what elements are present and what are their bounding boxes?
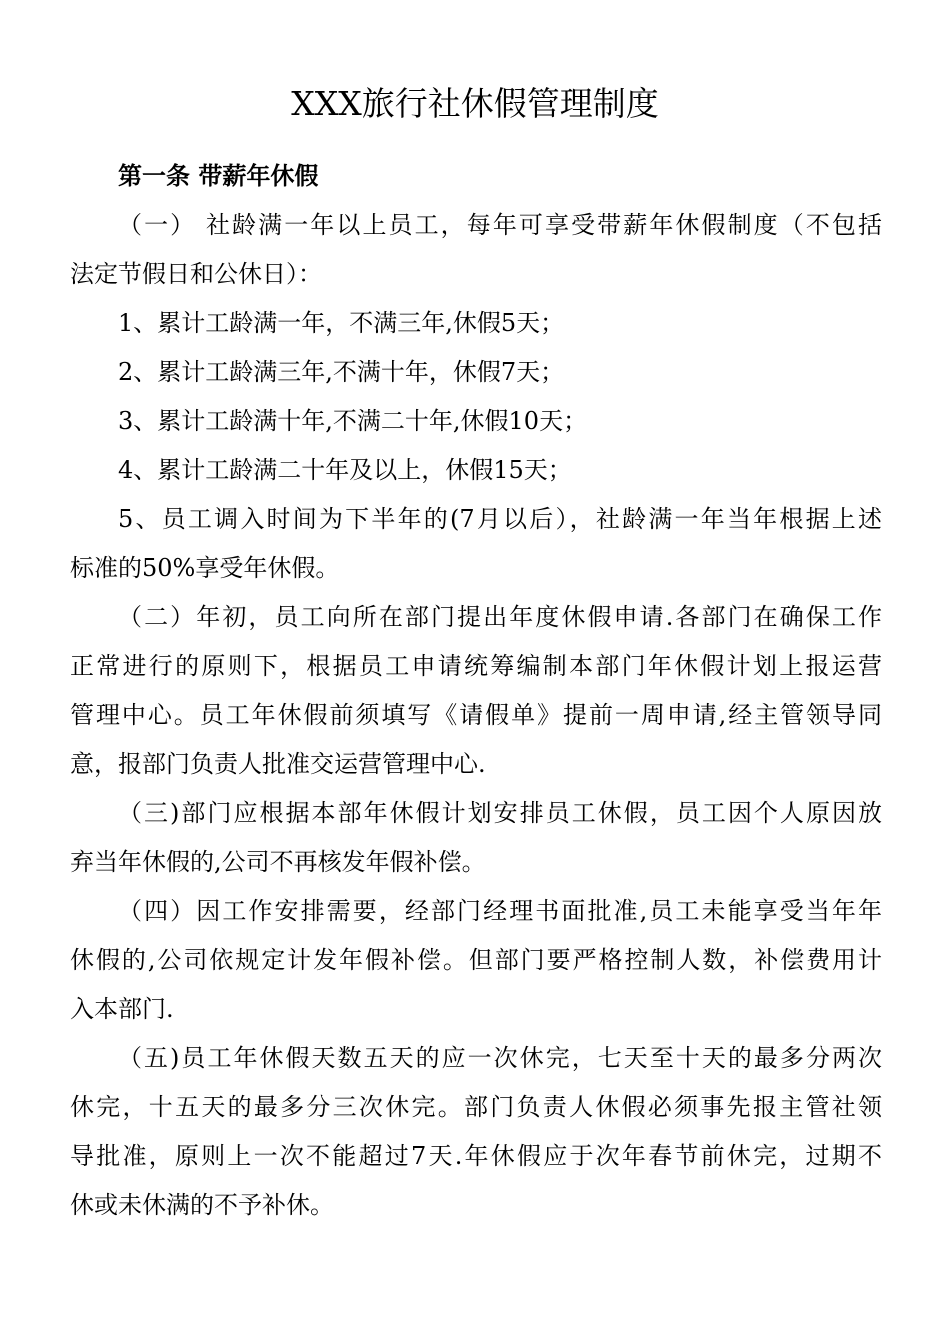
list-item: 2、累计工龄满三年,不满十年，休假7天； xyxy=(118,358,565,386)
document-title: XXX旅行社休假管理制度 xyxy=(291,84,659,123)
paragraph-line: 管理中心。员工年休假前须填写《请假单》提前一周申请,经主管领导同 xyxy=(70,701,882,729)
paragraph-line: 正常进行的原则下，根据员工申请统筹编制本部门年休假计划上报运营 xyxy=(70,652,882,680)
paragraph-line: （五)员工年休假天数五天的应一次休完，七天至十天的最多分两次 xyxy=(118,1044,882,1072)
paragraph-line: 弃当年休假的,公司不再核发年假补偿。 xyxy=(70,848,486,876)
paragraph-line: 休完，十五天的最多分三次休完。部门负责人休假必须事先报主管社领 xyxy=(70,1093,882,1121)
paragraph-line: （三)部门应根据本部年休假计划安排员工休假，员工因个人原因放 xyxy=(118,799,882,827)
list-item: 3、累计工龄满十年,不满二十年,休假10天； xyxy=(118,407,588,435)
paragraph-line: 休或未休满的不予补休。 xyxy=(70,1191,334,1219)
list-item: 5、员工调入时间为下半年的(7月以后），社龄满一年当年根据上述 xyxy=(118,505,882,533)
paragraph-line: （四）因工作安排需要，经部门经理书面批准,员工未能享受当年年 xyxy=(118,897,882,925)
paragraph-line: 意，报部门负责人批准交运营管理中心. xyxy=(70,750,486,778)
paragraph-line: （一） 社龄满一年以上员工，每年可享受带薪年休假制度（不包括 xyxy=(118,211,882,239)
article-heading: 第一条 带薪年休假 xyxy=(118,161,319,190)
paragraph-line: 标准的50%享受年休假。 xyxy=(70,554,340,582)
paragraph-line: 导批准，原则上一次不能超过7天.年休假应于次年春节前休完，过期不 xyxy=(70,1142,882,1170)
paragraph-line: （二）年初，员工向所在部门提出年度休假申请.各部门在确保工作 xyxy=(118,603,882,631)
paragraph-line: 休假的,公司依规定计发年假补偿。但部门要严格控制人数，补偿费用计 xyxy=(70,946,882,974)
list-item: 4、累计工龄满二十年及以上，休假15天； xyxy=(118,456,572,484)
paragraph-line: 入本部门. xyxy=(70,995,174,1023)
list-item: 1、累计工龄满一年，不满三年,休假5天； xyxy=(118,309,565,337)
paragraph-line: 法定节假日和公休日）： xyxy=(70,260,322,288)
